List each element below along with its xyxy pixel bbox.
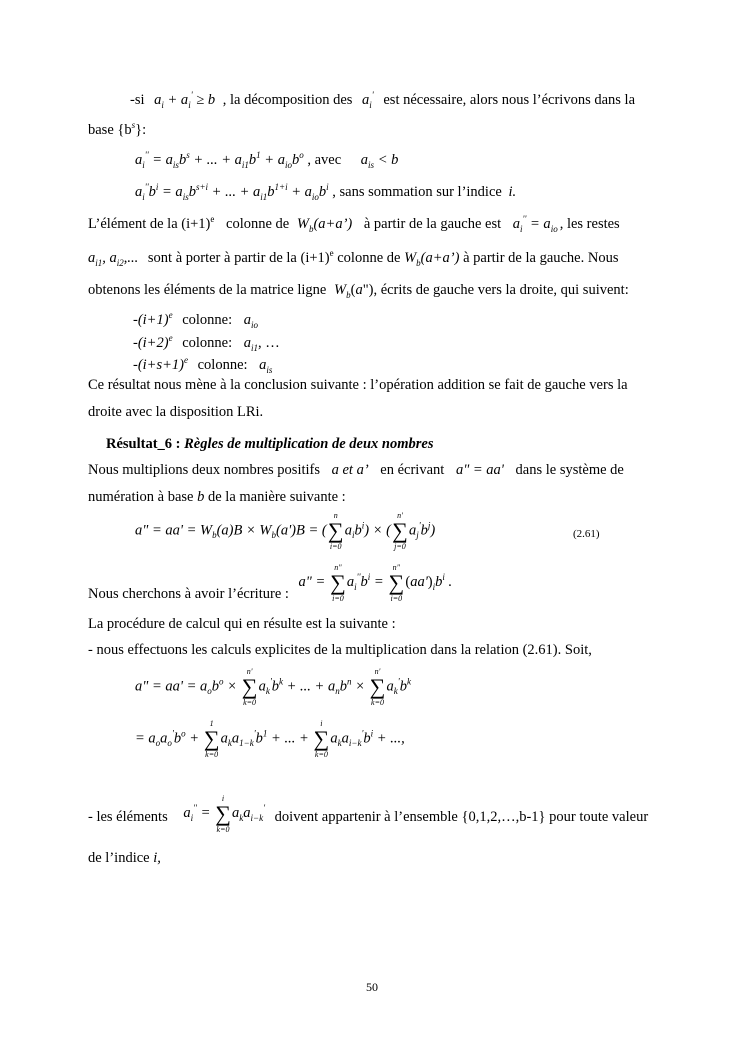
text-nous-multiplions: Nous multiplions deux nombres positifs	[88, 462, 320, 478]
equation-decomp-1: $a_i'' = a_{is}b^s$ + ... + $a_{i1}b^1 + a_{io}b^o$ , avec $a_{is} < b$	[135, 150, 399, 170]
math-inequality: $a_i + a_i' \ge b$	[154, 90, 216, 110]
line-2	[88, 122, 146, 139]
text-necessaire: est nécessaire, alors nous l’écrivons dans la	[383, 92, 636, 108]
text-base: base {b	[88, 122, 132, 138]
text-porter: sont à porter à partir de la (i+1)	[147, 250, 330, 266]
paragraph-effectuons: - nous effectuons les calculs explicites de la multiplication dans la relation (2.61). Soit,	[88, 642, 592, 658]
text-obtenons: obtenons les éléments de la matrice ligne	[88, 282, 327, 298]
text-a-et-a-prime: a et a’	[331, 462, 369, 478]
text-colonne: colonne:	[182, 335, 233, 351]
text-decomposition: , la décomposition des	[222, 92, 353, 108]
paragraph-les-elements	[88, 794, 656, 834]
paragraph-element-line2	[88, 250, 619, 267]
math-restes: $a_{i1}$, $a_{i2}$,...	[88, 250, 139, 268]
equation-decomp-2: $a_i''b^i = a_{is}b^{s+i}$ + ... + $a_{i1}b^{1+i} + a_{io}b^i$ , sans sommation sur l’indice i.	[135, 182, 517, 202]
text-de-lindice: de l’indice	[88, 850, 150, 866]
text-b: b	[197, 489, 205, 505]
paragraph-element-line1	[88, 216, 656, 233]
text-colonne: colonne:	[197, 357, 248, 373]
math-ai-sum: $a_i''$ = i ∑ k=0 $a_ka_{i-k}'$	[183, 794, 266, 834]
paragraph-cherchons	[88, 563, 453, 603]
text-indice-i: i.	[508, 184, 517, 200]
text-i: i,	[153, 850, 161, 866]
text-element: L’élément de la (i+1)	[88, 216, 211, 232]
result-label: Résultat_6 :	[106, 436, 181, 452]
equation-number: (2.61)	[573, 528, 600, 540]
label-i-plus-2: -(i+2)	[133, 335, 169, 351]
text-doivent-appartenir: doivent appartenir à l’ensemble {0,1,2,…,b-1} pour toute valeur	[274, 809, 649, 826]
page-number: 50	[366, 980, 378, 994]
paragraph-element-line3	[88, 282, 629, 299]
paragraph-multiplication-1	[88, 462, 656, 479]
text-les-restes: , les restes	[559, 216, 620, 232]
result-heading	[106, 436, 433, 453]
column-item-2: $-(i+2)^e$ colonne: $a_{i1}$, …	[133, 333, 280, 353]
text-numeration: numération à base	[88, 489, 194, 505]
text-cherchons: Nous cherchons à avoir l’écriture :	[88, 586, 289, 603]
base-exponent: s	[131, 120, 136, 131]
paragraph-de-lindice	[88, 850, 161, 867]
sup-e: e	[210, 214, 215, 225]
math-Wb-a2: $W_b(a")$	[334, 282, 374, 300]
text-colonne-de: colonne de	[226, 216, 290, 232]
math-a-prime-i: $a_i'$	[362, 90, 374, 110]
text-maniere: de la manière suivante :	[208, 489, 346, 505]
paragraph-conclusion-2: droite avec la disposition LRi.	[88, 404, 264, 420]
equation-expansion-2: = $a_oa_o'b^o$ + 1 ∑ k=0 $a_ka_{1-k}'b^1$ + ... + i ∑ k=0 $a_ka_{i-k}'b^i$ + ...,	[135, 719, 405, 759]
text-partir-gauche-2: à partir de la gauche. Nous	[463, 250, 619, 266]
line-1	[130, 92, 658, 109]
column-item-1: $-(i+1)^e$ colonne: $a_{io}$	[133, 310, 259, 330]
text-avec: , avec	[307, 152, 342, 168]
paragraph-procedure: La procédure de calcul qui en résulte est la suivante :	[88, 616, 396, 632]
sup-e-2: e	[329, 248, 334, 259]
math-ai-eq-aio: $a_i'' = a_{io}$	[512, 214, 558, 234]
math-a2-eq-aa: a" = aa'	[455, 462, 504, 478]
equation-2-61: a" = $aa' = W_b(a)B \times W_b(a')B$ = ( n ∑ i=0 $a_ib^i$) × ( n' ∑ j=0 $a_j'b^j$)	[135, 511, 436, 551]
text-en-ecrivant: en écrivant	[380, 462, 445, 478]
text-colonne-de-2: colonne de	[337, 250, 401, 266]
math-Wb: $W_b(a+a’)$	[296, 216, 353, 234]
text-colonne: colonne:	[182, 312, 233, 328]
text-base-end: }:	[135, 122, 147, 138]
text-dots: , …	[258, 335, 280, 351]
label-i-plus-s-plus-1: -(i+s+1)	[133, 357, 184, 373]
column-item-3: $-(i+s+1)^e$ colonne: $a_{is}$	[133, 355, 273, 375]
label-i-plus-1: -(i+1)	[133, 312, 169, 328]
equation-expansion-1: a" = $aa' = a_ob^o$ × n' ∑ k=0 $a_k'b^k$ + ... + $a_nb^n$ × n' ∑ k=0 $a_k'b^k$	[135, 667, 411, 707]
paragraph-multiplication-2	[88, 489, 346, 506]
text-sans-sommation: , sans sommation sur l’indice	[332, 184, 502, 200]
result-title: Règles de multiplication de deux nombres	[184, 436, 434, 452]
text-partir-gauche: à partir de la gauche est	[363, 216, 502, 232]
text-ecrits: , écrits de gauche vers la droite, qui suivent:	[373, 282, 629, 298]
paragraph-conclusion-1: Ce résultat nous mène à la conclusion suivante : l’opération addition se fait de gauche vers la	[88, 377, 628, 393]
text-les-elements: - les éléments	[88, 809, 168, 826]
text-si: -si	[130, 92, 145, 108]
text-systeme-de: dans le système de	[515, 462, 624, 478]
math-target-writing: a" = n" ∑ i=0 $a_i''b^i$ = n" ∑ i=0 $(aa')_ib^i$ .	[298, 563, 453, 603]
math-Wb-2: $W_b(a+a’)$	[404, 250, 460, 268]
